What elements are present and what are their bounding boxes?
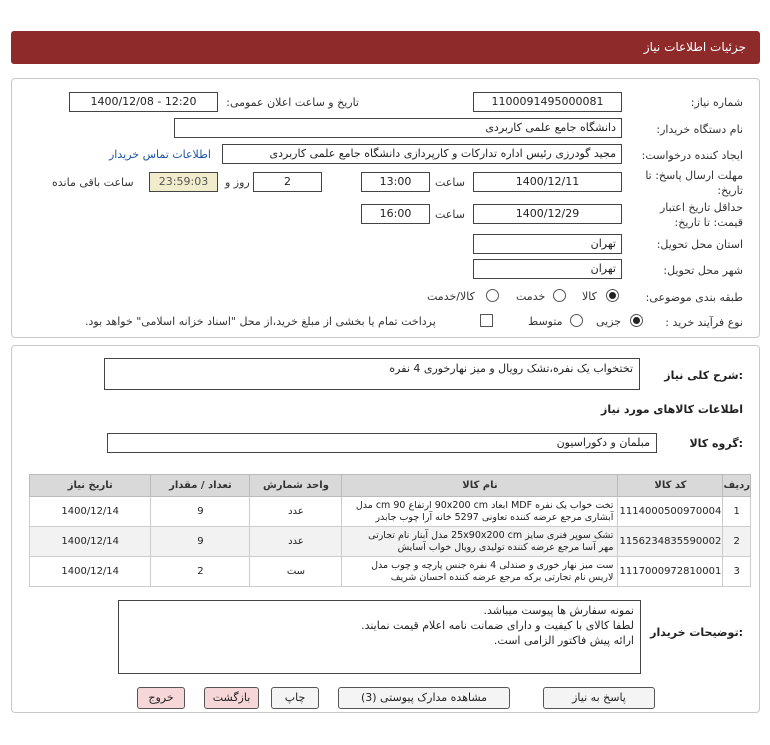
reply-button[interactable]: پاسخ به نیاز xyxy=(543,687,655,709)
category-label: طبقه بندی موضوعی: xyxy=(645,291,743,304)
remaining-label: ساعت باقی مانده xyxy=(52,176,134,189)
col-date: تاریخ نیاز xyxy=(30,475,151,497)
need-date: 1400/12/14 xyxy=(30,557,151,587)
col-row: ردیف xyxy=(723,475,751,497)
col-name: نام کالا xyxy=(342,475,618,497)
category-option-goods: کالا xyxy=(582,290,597,303)
buyer-notes-label: توضیحات خریدار: xyxy=(650,626,743,639)
province-field[interactable]: تهران xyxy=(473,234,622,254)
goods-qty: 9 xyxy=(151,497,250,527)
goods-name: ست میز نهار خوری و صندلی 4 نفره جنس پارچه و چوب مدل لاریس نام تجارتی برکه مرجع عرضه کننده احسان شریف xyxy=(342,557,618,587)
buyer-notes-field[interactable]: نمونه سفارش ها پیوست میباشد. لطفا کالای با کیفیت و دارای ضمانت نامه اعلام قیمت نمایند. ارائه پیش فاکتور الزامی است. xyxy=(118,600,641,674)
city-label: شهر محل تحویل: xyxy=(663,264,743,277)
page-title: جزئیات اطلاعات نیاز xyxy=(643,40,746,54)
goods-group-field[interactable]: مبلمان و دکوراسیون xyxy=(107,433,657,453)
goods-code: 1156234835590002 xyxy=(618,527,723,557)
validity-hour-label: ساعت xyxy=(435,208,465,221)
row-number: 3 xyxy=(723,557,751,587)
deadline-time-field[interactable]: 13:00 xyxy=(361,172,430,192)
city-field[interactable]: تهران xyxy=(473,259,622,279)
deadline-label-date: تاریخ: xyxy=(717,184,743,197)
goods-table xyxy=(29,474,751,587)
creator-label: ایجاد کننده درخواست: xyxy=(641,149,743,162)
back-button[interactable]: بازگشت xyxy=(204,687,259,709)
goods-group-label: گروه کالا: xyxy=(689,437,743,450)
category-radio-service[interactable] xyxy=(553,289,566,302)
days-label: روز و xyxy=(225,176,250,189)
treasury-checkbox[interactable] xyxy=(480,314,493,327)
goods-name: تشک سوپر فنری سایز 25x90x200 cm مدل آبنار نام تجارتی مهر آسا مرجع عرضه کننده تولیدی رویال خواب آسایش xyxy=(342,527,618,557)
deadline-date-field[interactable]: 1400/12/11 xyxy=(473,172,622,192)
col-qty: تعداد / مقدار xyxy=(151,475,250,497)
row-number: 1 xyxy=(723,497,751,527)
need-date: 1400/12/14 xyxy=(30,527,151,557)
announce-field[interactable]: 1400/12/08 - 12:20 xyxy=(69,92,218,112)
validity-time-field[interactable]: 16:00 xyxy=(361,204,430,224)
goods-code: 1114000500970004 xyxy=(618,497,723,527)
attachments-button[interactable]: مشاهده مدارک پیوستی (3) xyxy=(338,687,510,709)
process-radio-partial[interactable] xyxy=(630,314,643,327)
category-option-goods-service: کالا/خدمت xyxy=(427,290,475,303)
goods-code: 1117000972810001 xyxy=(618,557,723,587)
print-button[interactable]: چاپ xyxy=(271,687,319,709)
goods-unit: عدد xyxy=(250,497,342,527)
treasury-note: پرداخت تمام یا بخشی از مبلغ خرید،از محل "اسناد خزانه اسلامی" خواهد بود. xyxy=(85,315,436,328)
need-date: 1400/12/14 xyxy=(30,497,151,527)
announce-label: تاریخ و ساعت اعلان عمومی: xyxy=(226,96,359,109)
need-number-field[interactable]: 1100091495000081 xyxy=(473,92,622,112)
table-row[interactable] xyxy=(30,527,751,557)
deadline-label: مهلت ارسال پاسخ: تا xyxy=(645,169,743,182)
exit-button[interactable]: خروج xyxy=(137,687,185,709)
category-radio-goods-service[interactable] xyxy=(486,289,499,302)
goods-qty: 9 xyxy=(151,527,250,557)
row-number: 2 xyxy=(723,527,751,557)
need-number-label: شماره نیاز: xyxy=(690,96,743,109)
table-row[interactable] xyxy=(30,497,751,527)
process-option-partial: جزیی xyxy=(596,315,622,328)
goods-qty: 2 xyxy=(151,557,250,587)
buyer-org-field[interactable]: دانشگاه جامع علمی کاربردی xyxy=(174,118,622,138)
buyer-contact-link[interactable]: اطلاعات تماس خریدار xyxy=(109,148,211,161)
deadline-hour-label: ساعت xyxy=(435,176,465,189)
category-option-service: خدمت xyxy=(516,290,546,303)
summary-field[interactable]: تختخواب یک نفره،تشک رویال و میز نهارخوری 4 نفره xyxy=(104,358,640,390)
process-radio-medium[interactable] xyxy=(570,314,583,327)
table-row[interactable] xyxy=(30,557,751,587)
process-label: نوع فرآیند خرید : xyxy=(665,316,743,329)
goods-info-title: اطلاعات کالاهای مورد نیاز xyxy=(601,403,743,416)
goods-unit: عدد xyxy=(250,527,342,557)
validity-label: حداقل تاریخ اعتبار xyxy=(659,201,743,214)
category-radio-goods[interactable] xyxy=(606,289,619,302)
validity-date-field[interactable]: 1400/12/29 xyxy=(473,204,622,224)
summary-label: شرح کلی نیاز: xyxy=(664,369,743,382)
buyer-org-label: نام دستگاه خریدار: xyxy=(656,123,743,136)
creator-field[interactable]: مجید گودرزی رئیس اداره تدارکات و کارپردازی دانشگاه جامع علمی کاربردی xyxy=(222,144,622,164)
page-header xyxy=(11,31,760,64)
validity-label-date: قیمت: تا تاریخ: xyxy=(674,216,743,229)
goods-name: تخت خواب یک نفره MDF ابعاد 90x200 cm ارتفاع 90 cm مدل آبشاری مرجع عرضه کننده تعاونی 5297 خانه آرا چوب جابدر xyxy=(342,497,618,527)
goods-unit: ست xyxy=(250,557,342,587)
remaining-time-field: 23:59:03 xyxy=(149,172,218,192)
col-code: کد کالا xyxy=(618,475,723,497)
process-option-medium: متوسط xyxy=(528,315,563,328)
province-label: استان محل تحویل: xyxy=(656,238,743,251)
days-field[interactable]: 2 xyxy=(253,172,322,192)
col-unit: واحد شمارش xyxy=(250,475,342,497)
